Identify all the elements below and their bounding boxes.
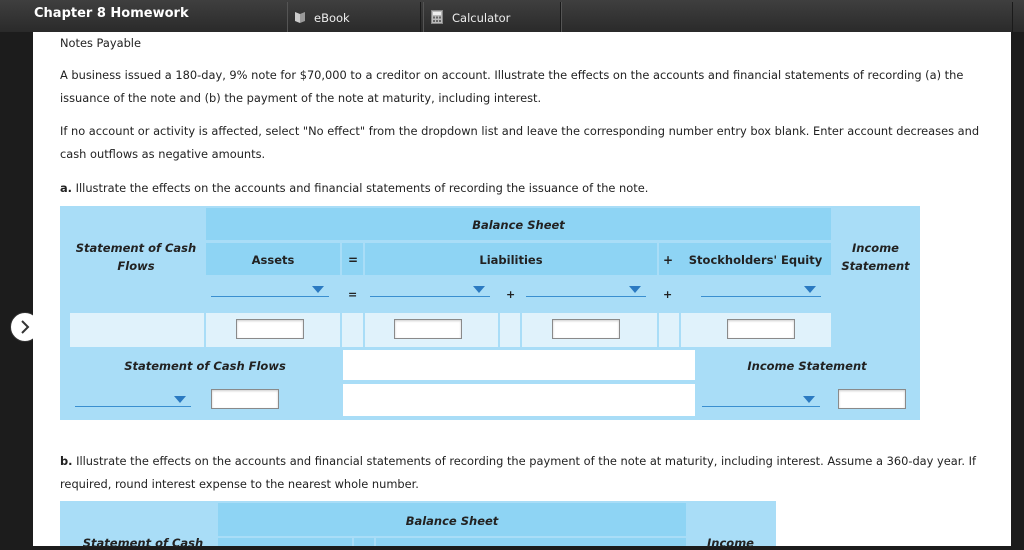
is-section-label: Income Statement [747,359,867,373]
plus-sign: + [663,253,674,267]
equity-account-dropdown[interactable] [701,284,821,297]
tab-ebook[interactable] [287,2,421,32]
chevron-down-icon [174,396,186,403]
equals-sign: = [348,253,359,267]
equals-sign-row: = [348,288,358,301]
part-b-question [60,450,1000,496]
part-b-assets-header [218,538,352,546]
blank-cell-2 [343,384,695,416]
liabilities-amount-input-2[interactable] [552,319,620,339]
assets-label: Assets [251,253,295,267]
tab-calculator[interactable] [423,2,561,32]
liabilities-label: Liabilities [479,253,543,267]
plus-entry-cell [500,313,520,347]
instructions-text: If no account or activity is affected, select "No effect" from the dropdown list and leave the corresponding number entry box blank. Enter account decreases and cash outflows as negative amounts. [60,124,980,161]
part-a-text: Illustrate the effects on the accounts and financial statements of recording the issuance of the note. [75,181,649,195]
soc-effect-cell [70,313,204,347]
section-title: Notes Payable [60,36,141,50]
assets-amount-input[interactable] [236,319,304,339]
main-content [33,32,1011,550]
soc-header [68,241,204,278]
plus2-entry-cell [659,313,679,347]
part-b-liab-header [376,538,686,546]
part-b-text: Illustrate the effects on the accounts and financial statements of recording the payment of the note at maturity, including interest. Assume a 360-day year. If required, round interest expense to the nearest whole number. [60,454,976,491]
chevron-down-icon [803,396,815,403]
part-b-soc-header: Statement of Cash [82,536,204,550]
equity-amount-input[interactable] [727,319,795,339]
eq-entry-cell [342,313,363,347]
blank-cell-1 [343,350,695,380]
soc-header-line2: Flows [117,259,155,273]
is-header [833,241,918,278]
is-header-line1: Income [852,241,899,255]
assets-account-dropdown[interactable] [211,284,329,297]
chevron-down-icon [804,286,816,293]
soc-section-label: Statement of Cash Flows [124,359,286,373]
plus-sign-row-2: + [663,288,673,301]
part-b-label: b. [60,454,73,468]
soc-activity-dropdown[interactable] [75,394,191,407]
is-amount-input[interactable] [838,389,906,409]
part-b-balance-sheet-title: Balance Sheet [405,514,499,528]
tab-calculator-label: Calculator [452,11,511,25]
tab-empty [561,2,1013,32]
equity-label: Stockholders' Equity [688,253,823,267]
chevron-down-icon [629,286,641,293]
balance-sheet-title: Balance Sheet [472,218,565,232]
soc-header-line1: Statement of Cash [75,241,197,255]
part-a-question [60,181,648,195]
liabilities-account-dropdown-2[interactable] [526,284,646,297]
plus-sign-row: + [506,288,516,301]
chevron-right-icon [17,319,33,335]
chevron-down-icon [473,286,485,293]
book-icon [294,10,306,24]
liabilities-account-dropdown-1[interactable] [370,284,490,297]
soc-amount-input[interactable] [211,389,279,409]
tab-ebook-label: eBook [314,11,350,25]
part-b-is-header: Income [707,536,754,550]
calculator-icon [431,10,443,24]
is-header-line2: Statement [841,259,910,273]
is-item-dropdown[interactable] [702,394,820,407]
assignment-title: Chapter 8 Homework [34,6,189,21]
problem-text: A business issued a 180-day, 9% note for $70,000 to a creditor on account. Illustrate the effects on the accounts and financial statements of recording (a) the issuance of the note and (b) the payment of the note at maturity, including interest. [60,68,964,105]
part-a-label: a. [60,181,73,195]
chevron-down-icon [312,286,324,293]
top-bar [0,0,1024,32]
part-b-eq-header [354,538,374,546]
liabilities-amount-input-1[interactable] [394,319,462,339]
